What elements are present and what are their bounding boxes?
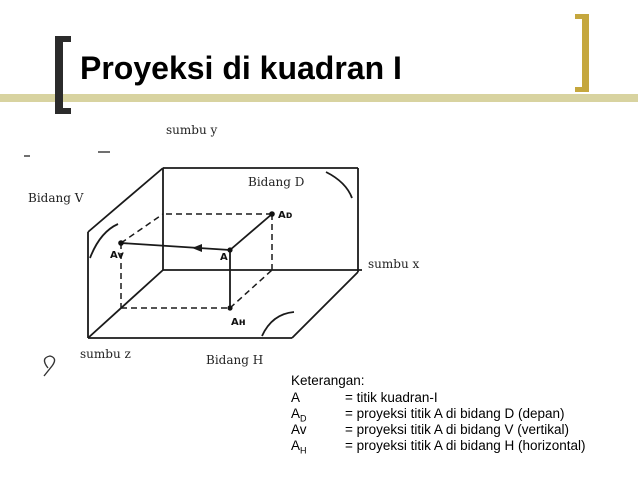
label-point-ah: Aʜ xyxy=(231,317,246,328)
legend-heading: Keterangan: xyxy=(291,373,365,388)
line-a-to-ad xyxy=(230,214,272,250)
line-a-to-av xyxy=(121,243,230,250)
legend-row xyxy=(291,439,586,455)
label-bidang-v: Bidang V xyxy=(28,191,84,205)
point-ah xyxy=(227,305,232,310)
legend-row xyxy=(291,407,586,423)
label-sumbu-z: sumbu z xyxy=(80,347,131,361)
legend-symbol: A xyxy=(291,437,301,453)
legend-desc: = proyeksi titik A di bidang D (depan) xyxy=(345,405,565,421)
plane-h-arc xyxy=(262,312,294,336)
label-bidang-d: Bidang D xyxy=(248,175,305,189)
sumbu-z-axis-line xyxy=(88,270,163,338)
point-ad xyxy=(269,211,275,217)
plane-h-right-edge xyxy=(292,272,358,338)
legend-symbol: Av xyxy=(291,421,307,437)
label-point-a: A xyxy=(220,252,228,263)
legend-desc: = titik kuadran-I xyxy=(345,389,438,405)
legend-symbol-sub: D xyxy=(300,413,307,424)
slide-title: Proyeksi di kuadran I xyxy=(80,50,402,86)
label-point-av: Av xyxy=(110,250,124,261)
legend-desc: = proyeksi titik A di bidang V (vertikal) xyxy=(345,421,569,437)
label-point-ad: Aᴅ xyxy=(278,210,293,221)
label-sumbu-y: sumbu y xyxy=(166,123,218,137)
label-bidang-h: Bidang H xyxy=(206,353,264,367)
point-a xyxy=(227,247,232,252)
arrow-head xyxy=(192,244,202,252)
label-sumbu-x: sumbu x xyxy=(368,257,420,271)
legend xyxy=(291,374,586,455)
legend-symbol: A xyxy=(291,405,301,421)
legend-row xyxy=(291,391,586,407)
dash-av-to-top xyxy=(121,214,163,243)
legend-desc: = proyeksi titik A di bidang H (horizontal) xyxy=(345,437,586,453)
scan-mark-z xyxy=(44,356,55,376)
legend-row xyxy=(291,423,586,439)
point-av xyxy=(118,240,124,246)
dash-ah-to-ad xyxy=(230,270,272,308)
legend-symbol-sub: H xyxy=(300,445,307,456)
plane-v-top-edge xyxy=(88,168,163,232)
plane-d-arc xyxy=(326,172,352,198)
legend-symbol: A xyxy=(291,389,301,405)
